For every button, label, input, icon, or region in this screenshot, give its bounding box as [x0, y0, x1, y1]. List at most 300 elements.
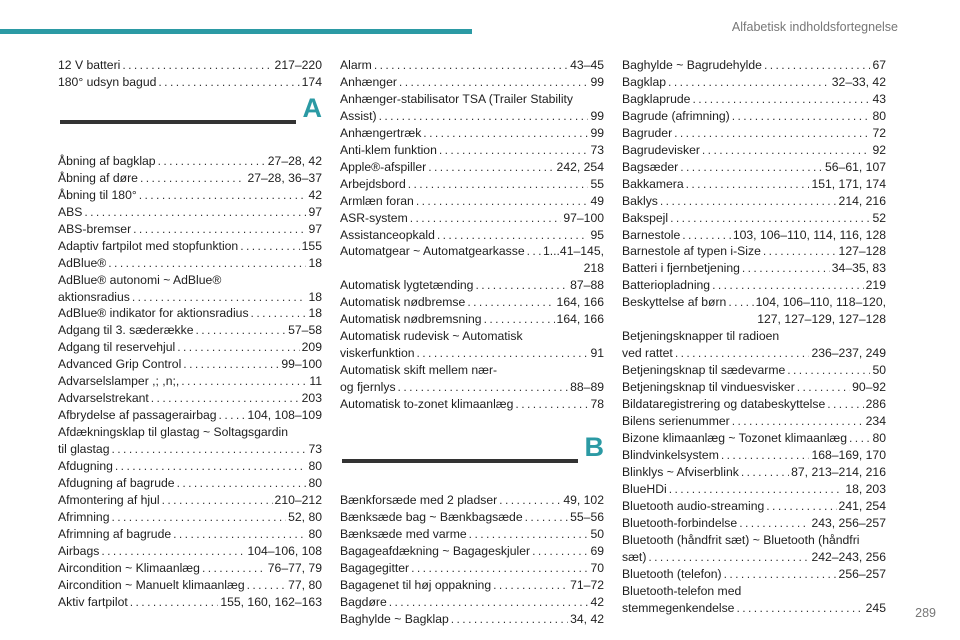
entry-term: BlueHDi: [622, 481, 667, 496]
entry-pages: 103, 106–110, 114, 116, 128: [732, 227, 886, 242]
entry-line: [622, 142, 886, 159]
entry-line: [622, 74, 886, 91]
entry-term: Bizone klimaanlæg ~ Tozonet klimaanlæg: [622, 430, 848, 445]
entry-pages: 214, 216: [838, 193, 886, 208]
entry-line: [58, 373, 322, 390]
index-entry: [622, 108, 886, 125]
index-entry: [622, 91, 886, 108]
entry-line: [340, 294, 604, 311]
dot-leader: [151, 390, 300, 407]
index-entry: [622, 243, 886, 260]
entry-pages: 155, 160, 162–163: [220, 594, 322, 609]
entry-line: [622, 159, 886, 176]
entry-pages: 92: [872, 142, 886, 157]
entry-line: [340, 526, 604, 543]
dot-leader: [499, 492, 561, 509]
entry-term: Bildataregistrering og databeskyttelse: [622, 397, 826, 412]
entry-pages: 18, 203: [845, 481, 886, 496]
entry-pages: 71–72: [570, 577, 604, 592]
entry-term: stemmegenkendelse: [622, 600, 735, 615]
index-entry: [622, 447, 886, 464]
entry-pages: 73: [590, 142, 604, 157]
entry-line: [58, 74, 322, 91]
entry-line: [340, 577, 604, 594]
dot-leader: [493, 577, 568, 594]
index-entry: [622, 125, 886, 142]
entry-line: [622, 193, 886, 210]
entry-term: Assistanceopkald: [340, 227, 435, 242]
dot-leader: [423, 125, 588, 142]
entry-line: [622, 600, 886, 617]
dot-leader: [411, 560, 588, 577]
index-entry: [58, 390, 322, 407]
index-entry: [340, 543, 604, 560]
entry-line: [58, 322, 322, 339]
entry-pages: 242–243, 256: [811, 549, 886, 564]
dot-leader: [736, 600, 863, 617]
index-entry: [58, 475, 322, 492]
entry-pages: 217–220: [274, 58, 322, 72]
entry-line: [622, 108, 886, 125]
dot-leader: [140, 170, 245, 187]
index-column-3: [622, 57, 886, 616]
dot-leader: [724, 566, 837, 583]
dot-leader: [133, 221, 306, 238]
dot-leader: [484, 311, 555, 328]
dot-leader: [669, 481, 844, 498]
dot-leader: [525, 509, 569, 526]
entry-line: [340, 243, 604, 260]
entry-line: [340, 108, 604, 125]
entry-term: Åbning af døre: [58, 170, 138, 185]
entry-term: Automatisk to-zonet klimaanlæg: [340, 397, 514, 412]
dot-leader: [196, 322, 287, 339]
index-entry: [622, 210, 886, 227]
entry-pages: 80: [872, 430, 886, 445]
entry-line: [340, 176, 604, 193]
entry-term: Automatisk lygtetænding: [340, 278, 474, 293]
index-entry: [58, 74, 322, 91]
index-entry: [340, 396, 604, 413]
entry-line: [622, 91, 886, 108]
page-header-title: Alfabetisk indholdsfortegnelse: [731, 20, 898, 34]
entry-term: Barnestole af typen i-Size: [622, 244, 761, 259]
entry-term: Adgang til reservehjul: [58, 340, 176, 355]
dot-leader: [797, 379, 850, 396]
entry-term: Blindvinkelsystem: [622, 447, 719, 462]
index-entry: [58, 373, 322, 390]
entry-pages: 286: [865, 397, 886, 412]
dot-leader: [686, 176, 810, 193]
entry-term: 12 V batteri: [58, 58, 121, 72]
entry-line: [622, 260, 886, 277]
entry-term: Bagklap: [622, 74, 667, 89]
index-entry: [58, 170, 322, 187]
index-entry: [340, 227, 604, 244]
entry-term: Åbning af bagklap: [58, 153, 156, 168]
index-entry: [622, 227, 886, 244]
dot-leader: [399, 74, 589, 91]
entry-term: Bilens serienummer: [622, 414, 730, 429]
dot-leader: [177, 339, 299, 356]
entry-term: Apple®-afspiller: [340, 159, 427, 174]
dot-leader: [712, 277, 864, 294]
index-entry: [622, 159, 886, 176]
entry-line: [340, 159, 604, 176]
entry-term-line: Afdækningsklap til glastag ~ Soltagsgardin: [58, 425, 289, 440]
dot-leader: [408, 176, 589, 193]
entry-pages: 18: [308, 306, 322, 321]
index-entry: [58, 526, 322, 543]
dot-leader: [532, 543, 588, 560]
dot-leader: [162, 492, 273, 509]
entry-pages: 87–88: [570, 278, 604, 293]
entry-term: Assist): [340, 108, 377, 123]
entry-pages: 50: [590, 526, 604, 541]
dot-leader: [437, 227, 589, 244]
entry-pages: 49: [590, 193, 604, 208]
entry-term: Bagageafdækning ~ Bagageskjuler: [340, 543, 531, 558]
entry-pages: 55–56: [570, 509, 604, 524]
index-entry: [340, 125, 604, 142]
entry-line: [340, 210, 604, 227]
dot-leader: [428, 159, 554, 176]
entry-line: [58, 390, 322, 407]
index-entry: [340, 159, 604, 176]
entry-term: Bagdøre: [340, 594, 387, 609]
entry-pages: 42: [590, 594, 604, 609]
dot-leader: [374, 57, 568, 74]
entry-pages: 234: [865, 414, 886, 429]
dot-leader: [680, 159, 823, 176]
entry-pages: 70: [590, 560, 604, 575]
entry-line: [340, 492, 604, 509]
entry-term: Anhængertræk: [340, 125, 422, 140]
entry-line: [340, 311, 604, 328]
entry-pages: 203: [301, 391, 322, 406]
entry-line: [622, 243, 886, 260]
index-entry: [622, 413, 886, 430]
index-entry: [340, 594, 604, 611]
index-entry: [58, 255, 322, 272]
dot-leader: [101, 543, 245, 560]
dot-leader: [674, 125, 870, 142]
entry-term: Blinklys ~ Afviserblink: [622, 464, 739, 479]
index-entry: [622, 294, 886, 328]
index-entry: [340, 142, 604, 159]
index-entry: [58, 221, 322, 238]
entry-line: [622, 566, 886, 583]
entry-term: Bagruder: [622, 125, 673, 140]
entry-term: Advarselslamper ,; ,n;,: [58, 374, 180, 389]
entry-pages: 164, 166: [556, 295, 604, 310]
entry-pages: 164, 166: [556, 312, 604, 327]
entry-term: ABS: [58, 204, 83, 219]
index-entry: [622, 583, 886, 617]
entry-term: Bluetooth audio-streaming: [622, 498, 765, 513]
dot-leader: [469, 526, 589, 543]
index-entry: [622, 498, 886, 515]
index-entry: [58, 272, 322, 306]
entry-term-line: Betjeningsknapper til radioen: [622, 329, 780, 344]
index-entry: [58, 577, 322, 594]
entry-pages: 97: [308, 221, 322, 236]
entry-term-line: Bluetooth (håndfrit sæt) ~ Bluetooth (håndfri: [622, 532, 860, 547]
dot-leader: [668, 74, 830, 91]
entry-pages: 1...41–145,: [543, 244, 604, 259]
index-entry: [58, 356, 322, 373]
index-entry: [340, 611, 604, 628]
index-entry: [340, 294, 604, 311]
dot-leader: [739, 515, 809, 532]
entry-line: [622, 345, 886, 362]
index-entry: [58, 322, 322, 339]
entry-term: Arbejdsbord: [340, 176, 406, 191]
entry-pages: 104, 108–109: [247, 408, 322, 423]
entry-pages: 88–89: [570, 380, 604, 395]
entry-term: Advarselstrekant: [58, 391, 149, 406]
entry-term: viskerfunktion: [340, 346, 415, 361]
entry-term: Bænkforsæde med 2 pladser: [340, 492, 498, 507]
index-entry: [340, 311, 604, 328]
entry-line: [622, 515, 886, 532]
index-entry: [58, 187, 322, 204]
dot-leader: [240, 238, 299, 255]
index-entry: [340, 492, 604, 509]
dot-leader: [764, 57, 871, 74]
section-letter: A: [302, 92, 322, 123]
index-entry: [622, 532, 886, 566]
entry-term: ASR-system: [340, 210, 408, 225]
entry-term: Bakkamera: [622, 176, 684, 191]
index-entry: [622, 464, 886, 481]
index-entry: [622, 260, 886, 277]
entry-term-line: Anhænger-stabilisator TSA (Trailer Stability: [340, 91, 574, 106]
dot-leader: [763, 243, 837, 260]
dot-leader: [741, 464, 789, 481]
entry-line: [622, 379, 886, 396]
entry-term: Adaptiv fartpilot med stopfunktion: [58, 238, 239, 253]
entry-pages: 80: [308, 476, 322, 491]
entry-pages: 18: [308, 289, 322, 304]
entry-term-line: AdBlue® autonomi ~ AdBlue®: [58, 272, 222, 287]
dot-leader: [398, 379, 569, 396]
entry-line: [622, 549, 886, 566]
dot-leader: [158, 74, 299, 91]
index-entry: [58, 407, 322, 424]
entry-pages: 77, 80: [288, 577, 322, 592]
entry-term: Airbags: [58, 543, 100, 558]
entry-term: Automatisk nødbremse: [340, 295, 466, 310]
dot-leader: [675, 345, 810, 362]
entry-line: [58, 407, 322, 424]
entry-term: Bænksæde bag ~ Bænkbagsæde: [340, 509, 523, 524]
entry-pages: 245: [865, 600, 886, 615]
entry-term: Aircondition ~ Manuelt klimaanlæg: [58, 577, 245, 592]
entry-term: Armlæn foran: [340, 193, 414, 208]
index-entry: [58, 543, 322, 560]
entry-line: [622, 396, 886, 413]
entry-pages: 80: [872, 108, 886, 123]
entry-term: Bakspejl: [622, 210, 669, 225]
entry-term-line: Automatisk skift mellem nær-: [340, 363, 498, 378]
entry-line: [622, 57, 886, 74]
entry-pages: 11: [309, 374, 322, 389]
dot-leader: [108, 255, 306, 272]
entry-pages: 80: [308, 459, 322, 474]
entry-line: [58, 475, 322, 492]
entry-pages: 99–100: [281, 357, 322, 372]
entry-line: [340, 193, 604, 210]
dot-leader: [139, 187, 307, 204]
section-rule: [60, 120, 296, 124]
entry-pages-continued: 127, 127–129, 127–128: [757, 312, 886, 327]
entry-term: Adgang til 3. sæderække: [58, 323, 194, 338]
entry-term: Afbrydelse af passagerairbag: [58, 408, 217, 423]
entry-line: [622, 294, 886, 311]
entry-pages: 209: [301, 340, 322, 355]
entry-line: [622, 481, 886, 498]
entry-pages: 80: [308, 526, 322, 541]
dot-leader: [132, 289, 307, 306]
index-entry: [622, 379, 886, 396]
dot-leader: [417, 345, 589, 362]
entry-pages: 151, 171, 174: [811, 176, 886, 191]
dot-leader: [475, 277, 568, 294]
entry-line: [622, 430, 886, 447]
entry-term: Baghylde ~ Bagrudehylde: [622, 58, 762, 72]
entry-term: Beskyttelse af børn: [622, 295, 727, 310]
entry-term: Aktiv fartpilot: [58, 594, 128, 609]
index-entry: [340, 210, 604, 227]
dot-leader: [827, 396, 863, 413]
entry-pages: 56–61, 107: [825, 159, 886, 174]
index-entry: [622, 277, 886, 294]
entry-term: Betjeningsknap til sædevarme: [622, 363, 786, 378]
entry-term: sæt): [622, 549, 647, 564]
entry-pages: 99: [590, 74, 604, 89]
entry-line: [58, 153, 322, 170]
entry-pages: 32–33, 42: [831, 74, 886, 89]
entry-term: Afdugning af bagrude: [58, 476, 175, 491]
entry-pages: 76–77, 79: [267, 560, 322, 575]
entry-pages: 50: [872, 363, 886, 378]
entry-line: [58, 441, 322, 458]
index-entry: [340, 577, 604, 594]
entry-term: Barnestole: [622, 227, 681, 242]
entry-line: [340, 594, 604, 611]
entry-term: Bluetooth (telefon): [622, 566, 722, 581]
entry-pages: 168–169, 170: [811, 447, 886, 462]
index-column-1: [58, 57, 322, 611]
index-entry: [340, 560, 604, 577]
entry-term: Baghylde ~ Bagklap: [340, 611, 449, 626]
dot-leader: [702, 142, 871, 159]
entry-line: [58, 492, 322, 509]
index-entry: [58, 492, 322, 509]
entry-term: Anhænger: [340, 74, 397, 89]
dot-leader: [219, 407, 246, 424]
entry-pages: 87, 213–214, 216: [791, 464, 886, 479]
dot-leader: [439, 142, 589, 159]
index-entry: [622, 142, 886, 159]
dot-leader: [112, 441, 307, 458]
entry-pages: 90–92: [852, 380, 886, 395]
entry-line: [340, 543, 604, 560]
dot-leader: [515, 396, 588, 413]
dot-leader: [173, 526, 306, 543]
index-entry: [58, 153, 322, 170]
index-entry: [58, 339, 322, 356]
entry-line: [340, 560, 604, 577]
index-entry: [622, 430, 886, 447]
section-header-b: [340, 431, 604, 486]
entry-pages: 78: [590, 397, 604, 412]
index-entry: [58, 509, 322, 526]
entry-term: Anti-klem funktion: [340, 142, 437, 157]
dot-leader: [467, 294, 554, 311]
entry-pages: 95: [590, 227, 604, 242]
dot-leader: [660, 193, 837, 210]
entry-line: [58, 255, 322, 272]
index-entry: [58, 594, 322, 611]
entry-line: [340, 277, 604, 294]
entry-term: Automatgear ~ Automatgearkasse: [340, 244, 525, 259]
entry-pages: 127–128: [838, 244, 886, 259]
entry-line: [340, 142, 604, 159]
index-entry: [58, 305, 322, 322]
entry-line: [622, 498, 886, 515]
dot-leader: [115, 458, 307, 475]
entry-term: Bagagenet til høj oppakning: [340, 577, 492, 592]
index-entry: [622, 566, 886, 583]
entry-pages: 42: [308, 187, 322, 202]
entry-line: [58, 305, 322, 322]
entry-line: [58, 356, 322, 373]
index-entry: [58, 458, 322, 475]
entry-pages: 69: [590, 543, 604, 558]
entry-term: Aircondition ~ Klimaanlæg: [58, 560, 200, 575]
index-entry: [58, 57, 322, 74]
index-entry: [622, 481, 886, 498]
index-entry: [58, 560, 322, 577]
entry-pages: 104, 106–110, 118–120,: [755, 295, 886, 310]
dot-leader: [721, 447, 810, 464]
entry-line: [58, 577, 322, 594]
entry-line: [340, 227, 604, 244]
entry-term: AdBlue®: [58, 255, 107, 270]
entry-line: [622, 176, 886, 193]
dot-leader: [732, 108, 871, 125]
index-entry: [622, 515, 886, 532]
dot-leader: [742, 260, 830, 277]
entry-line: [340, 125, 604, 142]
entry-line: [58, 526, 322, 543]
entry-pages: 43–45: [570, 58, 604, 72]
entry-term: til glastag: [58, 442, 110, 457]
entry-pages: 55: [590, 176, 604, 191]
dot-leader: [247, 577, 286, 594]
entry-pages: 243, 256–257: [811, 515, 886, 530]
entry-term: Alarm: [340, 58, 372, 72]
entry-line: [340, 396, 604, 413]
dot-leader: [728, 294, 753, 311]
index-entry: [622, 193, 886, 210]
entry-term: ABS-bremser: [58, 221, 132, 236]
entry-line: [58, 187, 322, 204]
entry-term: aktionsradius: [58, 289, 130, 304]
dot-leader: [111, 509, 286, 526]
